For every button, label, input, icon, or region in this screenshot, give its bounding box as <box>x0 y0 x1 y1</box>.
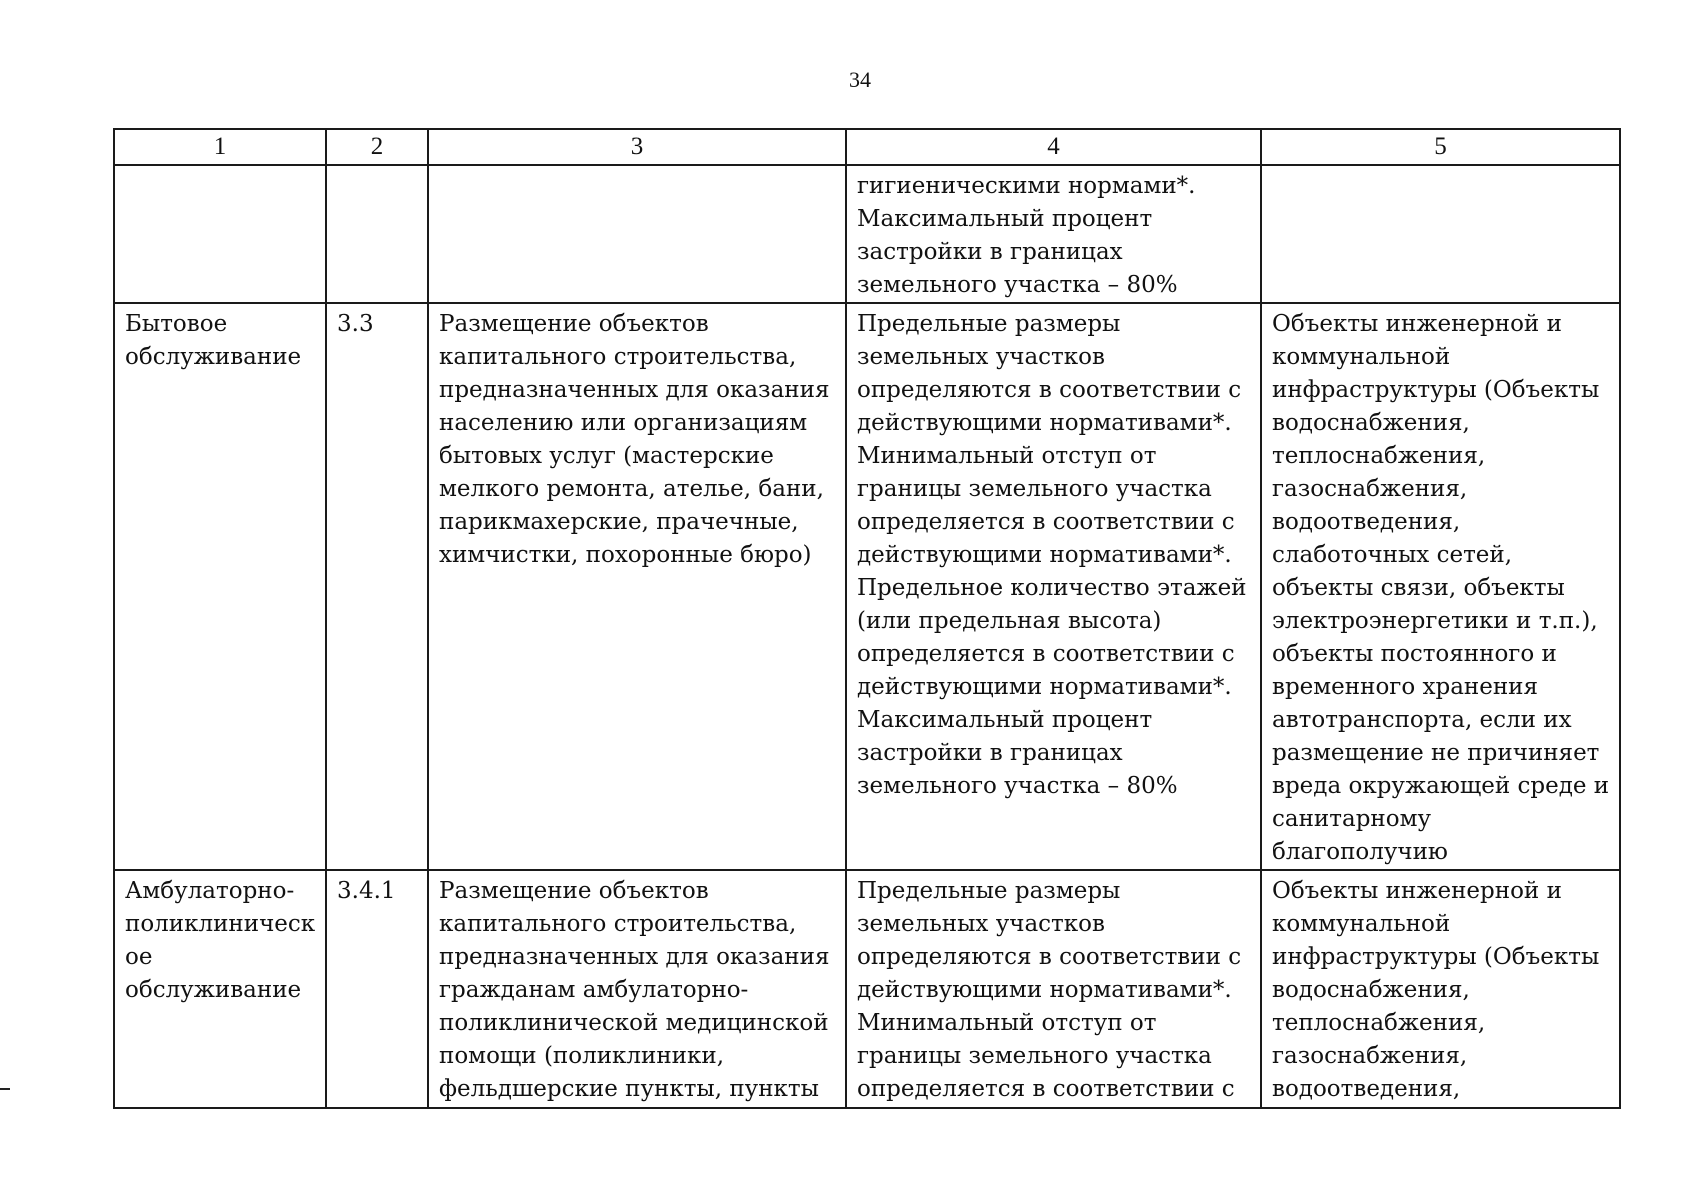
text-line: химчистки, похоронные бюро) <box>439 542 812 568</box>
table-row-continuation <box>114 165 1620 303</box>
text-line: границы земельного участка <box>857 476 1212 502</box>
text-line: фельдшерские пункты, пункты <box>439 1076 819 1102</box>
cell-empty <box>114 165 326 303</box>
text-line: предназначенных для оказания <box>439 377 830 403</box>
text-line: земельного участка – 80% <box>857 773 1178 799</box>
cell-description <box>428 870 846 1108</box>
text-line: действующими нормативами*. <box>857 542 1232 568</box>
column-number-1: 1 <box>114 129 326 165</box>
text-line: Размещение объектов <box>439 311 709 337</box>
text-line: поликлинической медицинской <box>439 1010 829 1036</box>
column-number-2: 2 <box>326 129 428 165</box>
text-line: слаботочных сетей, <box>1272 542 1513 568</box>
cell-use-name <box>114 303 326 870</box>
text-line: Предельные размеры <box>857 311 1121 337</box>
text-line: определяются в соответствии с <box>857 944 1242 970</box>
text-line: водоотведения, <box>1272 1076 1461 1102</box>
text-line: застройки в границах <box>857 239 1123 265</box>
text-line: обслуживание <box>125 977 302 1003</box>
text-line: границы земельного участка <box>857 1043 1212 1069</box>
text-line: определяется в соответствии с <box>857 641 1235 667</box>
cell-parameters-continued <box>846 165 1261 303</box>
text-line: объекты связи, объекты <box>1272 575 1565 601</box>
text-line: мелкого ремонта, ателье, бани, <box>439 476 824 502</box>
land-use-table <box>113 128 1621 1109</box>
text-line: газоснабжения, <box>1272 1043 1468 1069</box>
cell-empty <box>428 165 846 303</box>
text-line: капитального строительства, <box>439 911 797 937</box>
text-line: вреда окружающей среде и <box>1272 773 1610 799</box>
cell-auxiliary-uses <box>1261 870 1620 1108</box>
text-line: земельных участков <box>857 344 1105 370</box>
text-line: определяется в соответствии с <box>857 509 1235 535</box>
text-line: теплоснабжения, <box>1272 443 1486 469</box>
text-line: инфраструктуры (Объекты <box>1272 944 1600 970</box>
text-line: Минимальный отступ от <box>857 1010 1157 1036</box>
column-number-3: 3 <box>428 129 846 165</box>
text-line: объекты постоянного и <box>1272 641 1557 667</box>
table-row-household-services <box>114 303 1620 870</box>
text-line: водоотведения, <box>1272 509 1461 535</box>
text-line: (или предельная высота) <box>857 608 1162 634</box>
text-line: теплоснабжения, <box>1272 1010 1486 1036</box>
text-line: земельных участков <box>857 911 1105 937</box>
cell-parameters <box>846 870 1261 1108</box>
text-line: Предельные размеры <box>857 878 1121 904</box>
column-number-5: 5 <box>1261 129 1620 165</box>
text-line: коммунальной <box>1272 344 1451 370</box>
text-line: гражданам амбулаторно- <box>439 977 749 1003</box>
table-header-row <box>114 129 1620 165</box>
text-line: коммунальной <box>1272 911 1451 937</box>
cell-use-name <box>114 870 326 1108</box>
text-line: поликлиническ <box>125 911 316 937</box>
text-line: водоснабжения, <box>1272 410 1470 436</box>
text-line: Предельное количество этажей <box>857 575 1247 601</box>
text-line: водоснабжения, <box>1272 977 1470 1003</box>
text-line: Объекты инженерной и <box>1272 878 1562 904</box>
page-number: 34 <box>849 67 871 92</box>
margin-mark <box>0 1088 10 1090</box>
text-line: Максимальный процент <box>857 707 1153 733</box>
cell-use-code: 3.4.1 <box>326 870 428 1108</box>
cell-parameters <box>846 303 1261 870</box>
text-line: санитарному <box>1272 806 1432 832</box>
text-line: ое <box>125 944 153 970</box>
text-line: определяется в соответствии с <box>857 1076 1235 1102</box>
text-line: благополучию <box>1272 839 1448 865</box>
text-line: Объекты инженерной и <box>1272 311 1562 337</box>
text-line: временного хранения <box>1272 674 1539 700</box>
text-line: помощи (поликлиники, <box>439 1043 725 1069</box>
text-line: гигиеническими нормами*. <box>857 173 1196 199</box>
cell-empty <box>1261 165 1620 303</box>
text-line: парикмахерские, прачечные, <box>439 509 799 535</box>
column-number-4: 4 <box>846 129 1261 165</box>
text-line: земельного участка – 80% <box>857 272 1178 298</box>
text-line: автотранспорта, если их <box>1272 707 1572 733</box>
text-line: действующими нормативами*. <box>857 674 1232 700</box>
text-line: электроэнергетики и т.п.), <box>1272 608 1598 634</box>
text-line: газоснабжения, <box>1272 476 1468 502</box>
text-line: Амбулаторно- <box>125 878 295 904</box>
cell-empty <box>326 165 428 303</box>
text-line: капитального строительства, <box>439 344 797 370</box>
cell-use-code: 3.3 <box>326 303 428 870</box>
text-line: обслуживание <box>125 344 302 370</box>
text-line: предназначенных для оказания <box>439 944 830 970</box>
cell-description <box>428 303 846 870</box>
text-line: инфраструктуры (Объекты <box>1272 377 1600 403</box>
text-line: действующими нормативами*. <box>857 977 1232 1003</box>
cell-auxiliary-uses <box>1261 303 1620 870</box>
text-line: определяются в соответствии с <box>857 377 1242 403</box>
text-line: бытовых услуг (мастерские <box>439 443 774 469</box>
text-line: действующими нормативами*. <box>857 410 1232 436</box>
text-line: Минимальный отступ от <box>857 443 1157 469</box>
text-line: Максимальный процент <box>857 206 1153 232</box>
text-line: Размещение объектов <box>439 878 709 904</box>
table-row-outpatient-services <box>114 870 1620 1108</box>
text-line: размещение не причиняет <box>1272 740 1600 766</box>
text-line: застройки в границах <box>857 740 1123 766</box>
text-line: Бытовое <box>125 311 228 337</box>
text-line: населению или организациям <box>439 410 808 436</box>
